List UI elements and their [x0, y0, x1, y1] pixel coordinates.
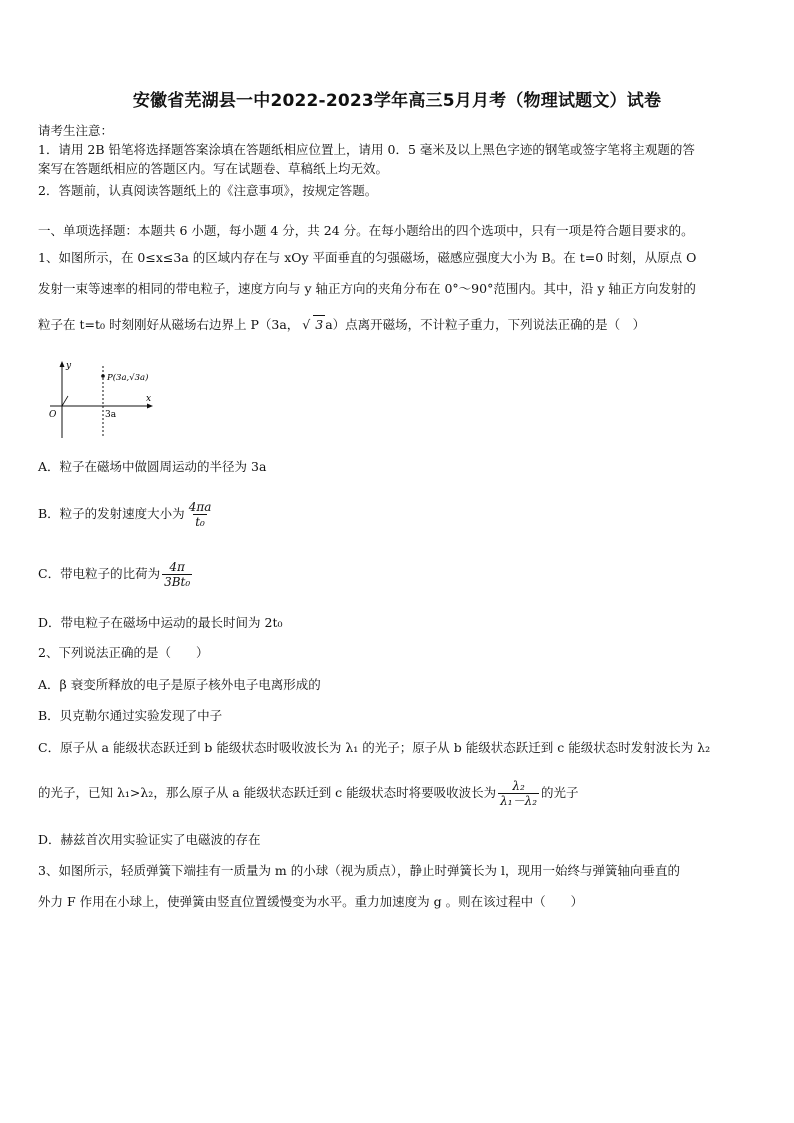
x-axis-label: x	[146, 394, 152, 404]
section-heading: 一、单项选择题：本题共 6 小题，每小题 4 分，共 24 分。在每小题给出的四个选项中，只有一项是符合题目要求的。	[38, 223, 694, 238]
fraction-numerator: λ₂	[512, 778, 525, 793]
q1-figure	[40, 358, 160, 442]
y-axis-arrow	[60, 361, 65, 367]
q1-stem-line3-start: 粒子在 t=t₀ 时刻刚好从磁场右边界上 P（3a，	[38, 317, 300, 332]
q1-option-d: D．带电粒子在磁场中运动的最长时间为 2t₀	[38, 615, 283, 630]
q1-stem-line3: 粒子在 t=t₀ 时刻刚好从磁场右边界上 P（3a， √ 3 a）点离开磁场，不计粒子重力，下列说法正确的是（ ）	[38, 317, 646, 332]
q2-option-d: D．赫兹首次用实验证实了电磁波的存在	[38, 832, 261, 847]
q3-stem-line1: 3、如图所示，轻质弹簧下端挂有一质量为 m 的小球（视为质点），静止时弹簧长为 l，现用一始终与弹簧轴向垂直的	[38, 863, 680, 878]
notice-item-1-cont: 案写在答题纸相应的答题区内。写在试题卷、草稿纸上均无效。	[38, 161, 389, 176]
fraction-denominator: λ₁－λ₂	[500, 793, 538, 808]
point-p	[101, 374, 105, 378]
q2-option-c-line1: C．原子从 a 能级状态跃迁到 b 能级状态时吸收波长为 λ₁ 的光子；原子从 b 能级状态跃迁到 c 能级状态时发射波长为 λ₂	[38, 740, 711, 755]
q2-option-c-text: 的光子，已知 λ₁>λ₂，那么原子从 a 能级状态跃迁到 c 能级状态时将要吸收波长为	[38, 785, 497, 800]
sqrt-three: 3	[315, 317, 324, 332]
exam-title: 安徽省芜湖县一中2022-2023学年高三5月月考（物理试题文）试卷	[132, 91, 662, 111]
y-axis-label: y	[66, 361, 72, 371]
q3-stem-line2: 外力 F 作用在小球上，使弹簧由竖直位置缓慢变为水平。重力加速度为 g 。则在该过程中（ ）	[38, 894, 584, 909]
q2-option-c-line2	[38, 772, 760, 814]
notice-item-1: 1．请用 2B 铅笔将选择题答案涂填在答题纸相应位置上，请用 0．5 毫米及以上黑色字迹的钢笔或签字笔将主观题的答	[38, 142, 695, 157]
x-axis-arrow	[147, 404, 153, 409]
q2-option-c-fraction	[498, 779, 539, 808]
q1-option-b-fraction	[187, 500, 214, 529]
q1-stem-line3-end: a）点离开磁场，不计粒子重力，下列说法正确的是（ ）	[325, 317, 646, 332]
q1-option-b	[38, 494, 760, 534]
q1-option-c-fraction	[162, 560, 192, 589]
notice-heading: 请考生注意：	[38, 123, 114, 138]
fraction-denominator: 3Bt₀	[164, 574, 191, 589]
q2-stem: 2、下列说法正确的是（ ）	[38, 645, 209, 660]
point-p-label: P(3a,√3a)	[107, 373, 149, 383]
q1-option-b-text: B．粒子的发射速度大小为	[38, 506, 185, 521]
velocity-arrow	[62, 396, 68, 406]
fraction-numerator: 4πa	[188, 499, 212, 514]
q1-option-a: A．粒子在磁场中做圆周运动的半径为 3a	[38, 459, 267, 474]
fraction-denominator: t₀	[195, 514, 205, 529]
q2-option-a: A．β 衰变所释放的电子是原子核外电子电离形成的	[38, 677, 321, 692]
q1-option-c	[38, 554, 760, 594]
q2-option-b: B．贝克勒尔通过实验发现了中子	[38, 708, 223, 723]
tick-3a-label: 3a	[105, 410, 117, 420]
origin-label: O	[49, 410, 57, 420]
q1-stem-line1: 1、如图所示，在 0≤x≤3a 的区域内存在与 xOy 平面垂直的匀强磁场，磁感应强度大小为 B。在 t=0 时刻，从原点 O	[38, 250, 697, 265]
fraction-numerator: 4π	[169, 559, 185, 574]
q1-option-c-text: C．带电粒子的比荷为	[38, 566, 161, 581]
notice-item-2: 2．答题前，认真阅读答题纸上的《注意事项》，按规定答题。	[38, 183, 378, 198]
q2-option-c-text-end: 的光子	[541, 785, 579, 800]
q1-stem-line2: 发射一束等速率的相同的带电粒子，速度方向与 y 轴正方向的夹角分布在 0°～90°范围内。其中，沿 y 轴正方向发射的	[38, 281, 696, 296]
